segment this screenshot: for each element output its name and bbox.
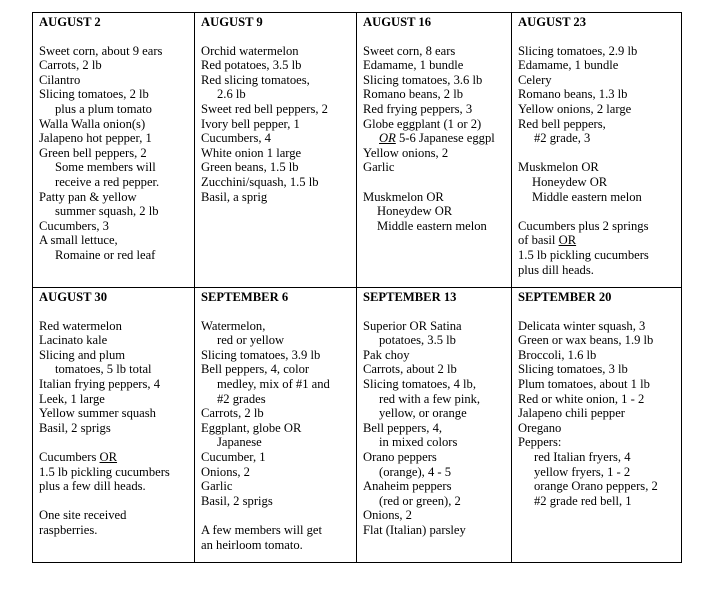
item-line [39, 392, 191, 407]
item-text: Cucumbers [39, 449, 97, 464]
item-text: tomatoes, 5 lb total [55, 362, 152, 377]
item-line [518, 392, 678, 407]
item-text: Peppers: [518, 435, 562, 450]
item-text: Green beans, 1.5 lb [201, 160, 299, 175]
item-line [201, 146, 353, 161]
item-text: White onion 1 large [201, 145, 302, 160]
item-text: #2 grade, 3 [534, 131, 591, 146]
item-line [518, 377, 678, 392]
item-text: summer squash, 2 lb [55, 204, 159, 219]
spacer [201, 508, 353, 523]
item-line [39, 421, 191, 436]
item-line [518, 131, 678, 146]
item-line [39, 248, 191, 263]
item-line [518, 450, 678, 465]
week-cell [512, 288, 682, 563]
item-line [201, 465, 353, 480]
item-text: medley, mix of #1 and [217, 376, 330, 391]
item-text: 5-6 Japanese eggpl [398, 131, 495, 146]
item-line [201, 435, 353, 450]
item-line [518, 190, 678, 205]
item-line [201, 348, 353, 363]
item-line [39, 479, 191, 494]
item-line [363, 406, 508, 421]
item-text: Honeydew OR [532, 174, 608, 189]
item-line [518, 421, 678, 436]
item-line [363, 450, 508, 465]
item-line [201, 73, 353, 88]
spacer [39, 435, 191, 450]
item-text: Red slicing tomatoes, [201, 72, 310, 87]
item-line [39, 44, 191, 59]
week-cell [195, 288, 357, 563]
item-line [518, 348, 678, 363]
item-line [201, 494, 353, 509]
item-line [39, 204, 191, 219]
item-text: plus a plum tomato [55, 101, 152, 116]
item-text: Bell peppers, 4, color [201, 362, 310, 377]
item-line [39, 319, 191, 334]
item-text: Sweet corn, about 9 ears [39, 43, 163, 58]
item-text: Cucumbers, 4 [201, 131, 271, 146]
item-line [39, 508, 191, 523]
item-line [363, 146, 508, 161]
item-text: Sweet red bell peppers, 2 [201, 101, 328, 116]
spacer [518, 204, 678, 219]
item-text: Slicing tomatoes, 2 lb [39, 87, 149, 102]
item-text: Superior OR Satina [363, 318, 462, 333]
item-text: Slicing and plum [39, 347, 126, 362]
item-text: Garlic [363, 160, 395, 175]
harvest-schedule-table [32, 12, 682, 563]
item-text: Globe eggplant (1 or 2) [363, 116, 482, 131]
item-line [39, 146, 191, 161]
week-cell [512, 13, 682, 288]
item-text: in mixed colors [379, 435, 458, 450]
item-line [201, 523, 353, 538]
item-text: yellow, or orange [379, 406, 467, 421]
item-line [363, 362, 508, 377]
item-text: plus a few dill heads. [39, 479, 146, 494]
item-line [39, 219, 191, 234]
item-line [201, 333, 353, 348]
item-text: Eggplant, globe OR [201, 420, 302, 435]
item-line [39, 362, 191, 377]
item-text: Slicing tomatoes, 3 lb [518, 362, 628, 377]
item-line [518, 102, 678, 117]
item-line [363, 333, 508, 348]
item-line [39, 117, 191, 132]
item-text: Leek, 1 large [39, 391, 105, 406]
item-line [201, 406, 353, 421]
item-line [39, 465, 191, 480]
item-text: Yellow onions, 2 large [518, 101, 632, 116]
item-line [363, 102, 508, 117]
item-text: Onions, 2 [201, 464, 250, 479]
item-line [363, 435, 508, 450]
item-text: Watermelon, [201, 318, 266, 333]
item-line [39, 406, 191, 421]
item-text: A small lettuce, [39, 233, 118, 248]
spacer [363, 175, 508, 190]
item-line [39, 87, 191, 102]
item-line [363, 319, 508, 334]
item-line [518, 87, 678, 102]
item-line [518, 44, 678, 59]
item-text: Romano beans, 1.3 lb [518, 87, 628, 102]
item-text: Yellow onions, 2 [363, 145, 449, 160]
item-text: Basil, a sprig [201, 189, 268, 204]
item-line [363, 392, 508, 407]
item-line [201, 58, 353, 73]
item-text: Oregano [518, 420, 562, 435]
item-line [201, 538, 353, 553]
item-line [518, 73, 678, 88]
item-text: Delicata winter squash, 3 [518, 318, 646, 333]
item-text: an heirloom tomato. [201, 537, 303, 552]
item-text: Green or wax beans, 1.9 lb [518, 333, 654, 348]
item-text: 1.5 lb pickling cucumbers [518, 247, 649, 262]
item-line [363, 523, 508, 538]
item-line [201, 450, 353, 465]
item-line [363, 508, 508, 523]
week-heading: AUGUST 30 [39, 290, 107, 304]
item-text: Celery [518, 72, 552, 87]
item-text: red Italian fryers, 4 [534, 449, 631, 464]
item-text: Broccoli, 1.6 lb [518, 347, 597, 362]
item-text: Romaine or red leaf [55, 247, 156, 262]
week-heading: AUGUST 16 [363, 15, 431, 29]
item-line [201, 392, 353, 407]
item-line [518, 465, 678, 480]
item-text: Some members will [55, 160, 156, 175]
week-heading: SEPTEMBER 13 [363, 290, 457, 304]
item-line [39, 102, 191, 117]
item-text: potatoes, 3.5 lb [379, 333, 456, 348]
week-heading: AUGUST 2 [39, 15, 101, 29]
item-text: Jalapeno chili pepper [518, 406, 626, 421]
item-text: Middle eastern melon [377, 218, 487, 233]
item-line [201, 87, 353, 102]
item-line [201, 190, 353, 205]
item-line [363, 348, 508, 363]
item-line [363, 219, 508, 234]
item-text: Japanese [217, 435, 262, 450]
week-cell [33, 13, 195, 288]
item-text: orange Orano peppers, 2 [534, 479, 658, 494]
item-text: Slicing tomatoes, 3.9 lb [201, 347, 321, 362]
item-text: Red potatoes, 3.5 lb [201, 58, 302, 73]
item-text: Red watermelon [39, 318, 122, 333]
item-line [201, 319, 353, 334]
item-text: (orange), 4 - 5 [379, 464, 452, 479]
item-line [518, 58, 678, 73]
item-line [518, 333, 678, 348]
item-text: red or yellow [217, 333, 285, 348]
item-line [201, 117, 353, 132]
item-line [363, 479, 508, 494]
item-text: plus dill heads. [518, 262, 594, 277]
week-heading: SEPTEMBER 6 [201, 290, 289, 304]
item-line [39, 73, 191, 88]
item-text: Slicing tomatoes, 3.6 lb [363, 72, 483, 87]
item-text: Cilantro [39, 72, 81, 87]
item-line [201, 175, 353, 190]
item-text: Italian frying peppers, 4 [39, 376, 160, 391]
item-line [363, 87, 508, 102]
item-line [39, 348, 191, 363]
item-line [518, 494, 678, 509]
item-text: Red bell peppers, [518, 116, 606, 131]
item-text: Zucchini/squash, 1.5 lb [201, 174, 319, 189]
item-line [39, 523, 191, 538]
item-text: Lacinato kale [39, 333, 108, 348]
item-text: (red or green), 2 [379, 493, 461, 508]
item-text: Yellow summer squash [39, 406, 156, 421]
or-keyword: OR [379, 131, 396, 146]
item-line [518, 319, 678, 334]
item-text: Romano beans, 2 lb [363, 87, 464, 102]
item-text: A few members will get [201, 522, 323, 537]
item-line [39, 131, 191, 146]
item-line [201, 421, 353, 436]
week-heading: AUGUST 23 [518, 15, 586, 29]
item-text: Red frying peppers, 3 [363, 101, 473, 116]
item-line [518, 248, 678, 263]
item-line [363, 494, 508, 509]
item-line [363, 465, 508, 480]
item-line [363, 131, 508, 146]
item-text: Onions, 2 [363, 508, 412, 523]
week-cell [33, 288, 195, 563]
item-line [518, 362, 678, 377]
week-cell [357, 288, 512, 563]
item-line [518, 406, 678, 421]
item-line [518, 233, 678, 248]
week-cell [195, 13, 357, 288]
item-line [363, 204, 508, 219]
item-text: Anaheim peppers [363, 479, 452, 494]
item-line [201, 131, 353, 146]
item-text: Red or white onion, 1 - 2 [518, 391, 645, 406]
item-text: Slicing tomatoes, 4 lb, [363, 376, 476, 391]
item-text: Edamame, 1 bundle [518, 58, 619, 73]
item-text: Ivory bell pepper, 1 [201, 116, 300, 131]
item-text: Cucumbers plus 2 springs [518, 218, 649, 233]
item-line [518, 219, 678, 234]
item-text: Cucumbers, 3 [39, 218, 109, 233]
item-line [201, 362, 353, 377]
item-line [201, 44, 353, 59]
item-text: Plum tomatoes, about 1 lb [518, 376, 650, 391]
item-text: Honeydew OR [377, 204, 453, 219]
item-line [39, 333, 191, 348]
item-text: Garlic [201, 479, 233, 494]
item-text: Carrots, 2 lb [201, 406, 264, 421]
week-heading: AUGUST 9 [201, 15, 263, 29]
or-keyword: OR [558, 233, 577, 248]
item-line [39, 377, 191, 392]
item-line [39, 175, 191, 190]
item-line [363, 44, 508, 59]
item-text: Sweet corn, 8 ears [363, 43, 456, 58]
item-text: Muskmelon OR [518, 160, 599, 175]
item-line [39, 160, 191, 175]
item-text: Orano peppers [363, 449, 437, 464]
item-text: Muskmelon OR [363, 189, 444, 204]
item-text: Basil, 2 sprigs [201, 493, 273, 508]
item-line [363, 421, 508, 436]
item-text: red with a few pink, [379, 391, 481, 406]
spacer [39, 494, 191, 509]
item-text: Jalapeno hot pepper, 1 [39, 131, 152, 146]
item-line [363, 73, 508, 88]
item-text: Carrots, 2 lb [39, 58, 102, 73]
item-line [39, 58, 191, 73]
item-text: #2 grade red bell, 1 [534, 493, 632, 508]
item-text: 1.5 lb pickling cucumbers [39, 464, 170, 479]
table-row [33, 13, 682, 288]
item-line [518, 175, 678, 190]
item-text: receive a red pepper. [55, 174, 160, 189]
item-line [201, 160, 353, 175]
item-text: Green bell peppers, 2 [39, 145, 147, 160]
item-text: of basil [518, 233, 556, 248]
item-text: Basil, 2 sprigs [39, 420, 111, 435]
item-line [39, 450, 191, 465]
week-cell [357, 13, 512, 288]
item-text: Middle eastern melon [532, 189, 642, 204]
or-keyword: OR [99, 449, 118, 464]
item-text: One site received [39, 508, 127, 523]
spacer [518, 146, 678, 161]
item-text: Flat (Italian) parsley [363, 522, 466, 537]
item-line [39, 233, 191, 248]
item-text: yellow fryers, 1 - 2 [534, 464, 631, 479]
item-line [201, 377, 353, 392]
item-text: raspberries. [39, 522, 98, 537]
item-line [201, 102, 353, 117]
week-heading: SEPTEMBER 20 [518, 290, 612, 304]
item-text: Slicing tomatoes, 2.9 lb [518, 43, 638, 58]
item-line [363, 117, 508, 132]
item-line [518, 117, 678, 132]
item-line [518, 263, 678, 278]
item-text: Edamame, 1 bundle [363, 58, 464, 73]
item-text: Pak choy [363, 347, 410, 362]
item-line [201, 479, 353, 494]
item-text: Carrots, about 2 lb [363, 362, 457, 377]
item-line [518, 479, 678, 494]
item-text: Bell peppers, 4, [363, 420, 443, 435]
item-text: Walla Walla onion(s) [39, 116, 146, 131]
item-text: 2.6 lb [217, 87, 246, 102]
item-line [518, 435, 678, 450]
item-text: Patty pan & yellow [39, 189, 137, 204]
item-text: Cucumber, 1 [201, 449, 266, 464]
item-line [39, 190, 191, 205]
item-text: #2 grades [217, 391, 266, 406]
item-line [363, 160, 508, 175]
item-line [363, 58, 508, 73]
item-line [363, 190, 508, 205]
item-line [518, 160, 678, 175]
table-row [33, 288, 682, 563]
item-text: Orchid watermelon [201, 43, 299, 58]
item-line [363, 377, 508, 392]
